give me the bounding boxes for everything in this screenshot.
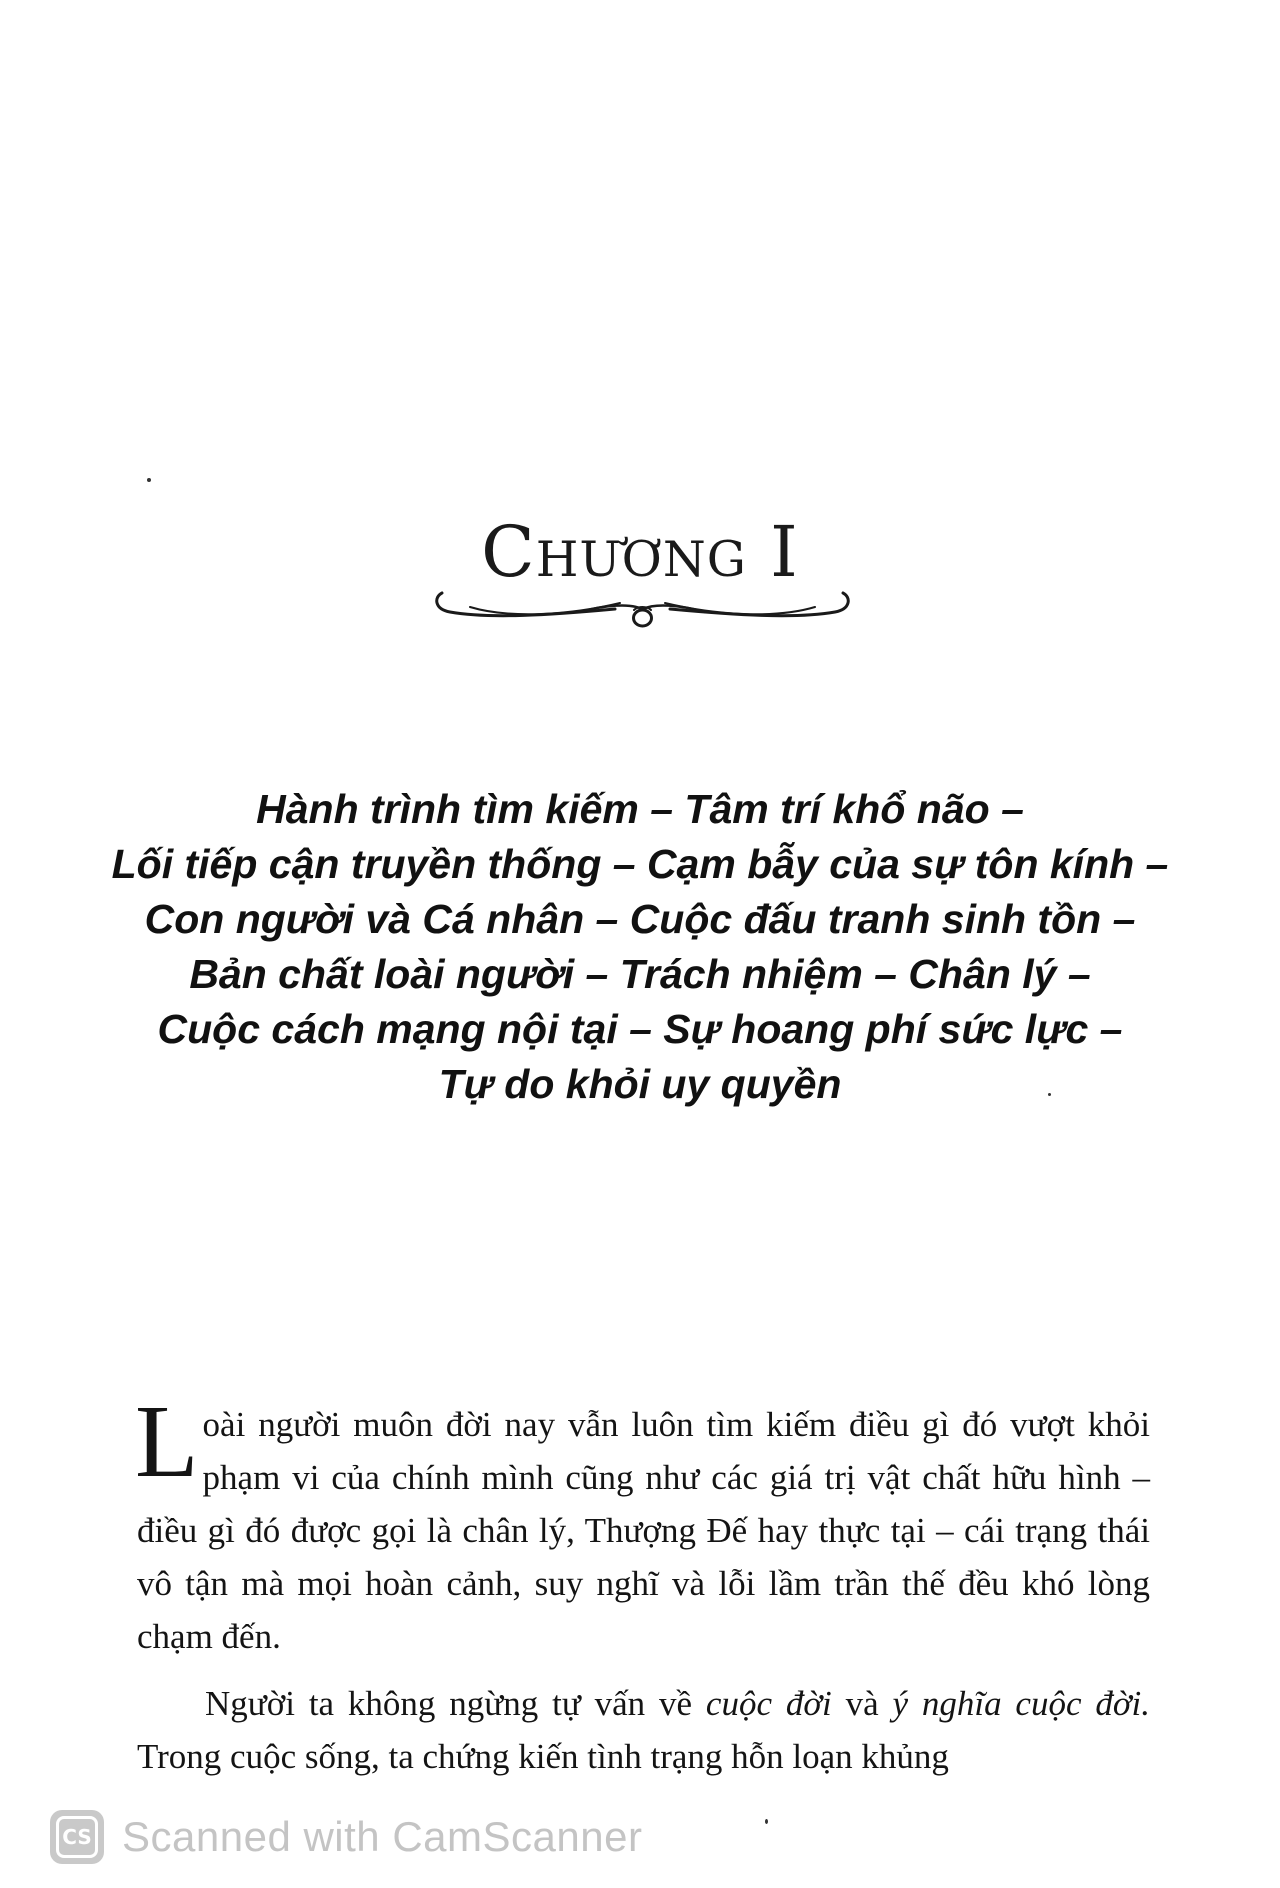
chapter-topics xyxy=(40,782,1240,1112)
topic-line: Con người và Cá nhân – Cuộc đấu tranh sinh tồn – xyxy=(144,896,1136,942)
body-text xyxy=(135,1384,1150,1783)
topic-line: Cuộc cách mạng nội tại – Sự hoang phí sức lực – xyxy=(157,1006,1123,1052)
watermark-text: Scanned with CamScanner xyxy=(122,1813,643,1860)
scan-speck xyxy=(147,478,151,482)
paragraph-1 xyxy=(135,1384,1150,1663)
paragraph-2 xyxy=(137,1677,1150,1783)
ornamental-flourish-divider xyxy=(430,585,855,633)
camscanner-logo-icon xyxy=(50,1810,104,1864)
chapter-heading: Chương I xyxy=(481,511,799,593)
camscanner-watermark xyxy=(50,1808,642,1866)
topic-line: Bản chất loài người – Trách nhiệm – Chân lý – xyxy=(189,951,1091,997)
topic-line: Hành trình tìm kiếm – Tâm trí khổ não – xyxy=(256,786,1024,832)
scan-speck xyxy=(765,1819,768,1824)
topic-line: Tự do khỏi uy quyền xyxy=(438,1061,842,1107)
paragraph-2-text: và xyxy=(831,1684,893,1723)
drop-cap: L xyxy=(135,1384,199,1499)
emphasis-text: cuộc đời xyxy=(705,1684,832,1723)
emphasis-text: ý nghĩa cuộc đời. xyxy=(892,1684,1150,1723)
topic-line: Lối tiếp cận truyền thống – Cạm bẫy của sự tôn kính – xyxy=(111,841,1169,887)
paragraph-2-text: Trong cuộc sống, ta chứng kiến tình trạng hỗn loạn khủng xyxy=(137,1737,949,1776)
camscanner-logo-text: CS xyxy=(56,1816,98,1858)
paragraph-1-text: oài người muôn đời nay vẫn luôn tìm kiếm điều gì đó vượt khỏi phạm vi của chính mình cũng như các giá trị vật chất hữu hình – điều gì đó được gọi là chân lý, Thượng Đế hay thực tại – cái trạng thái vô tận mà mọi hoàn cảnh, suy nghĩ và lỗi lầm trần thế đều khó lòng chạm đến. xyxy=(137,1405,1150,1656)
paragraph-2-text: Người ta không ngừng tự vấn về xyxy=(205,1684,706,1723)
